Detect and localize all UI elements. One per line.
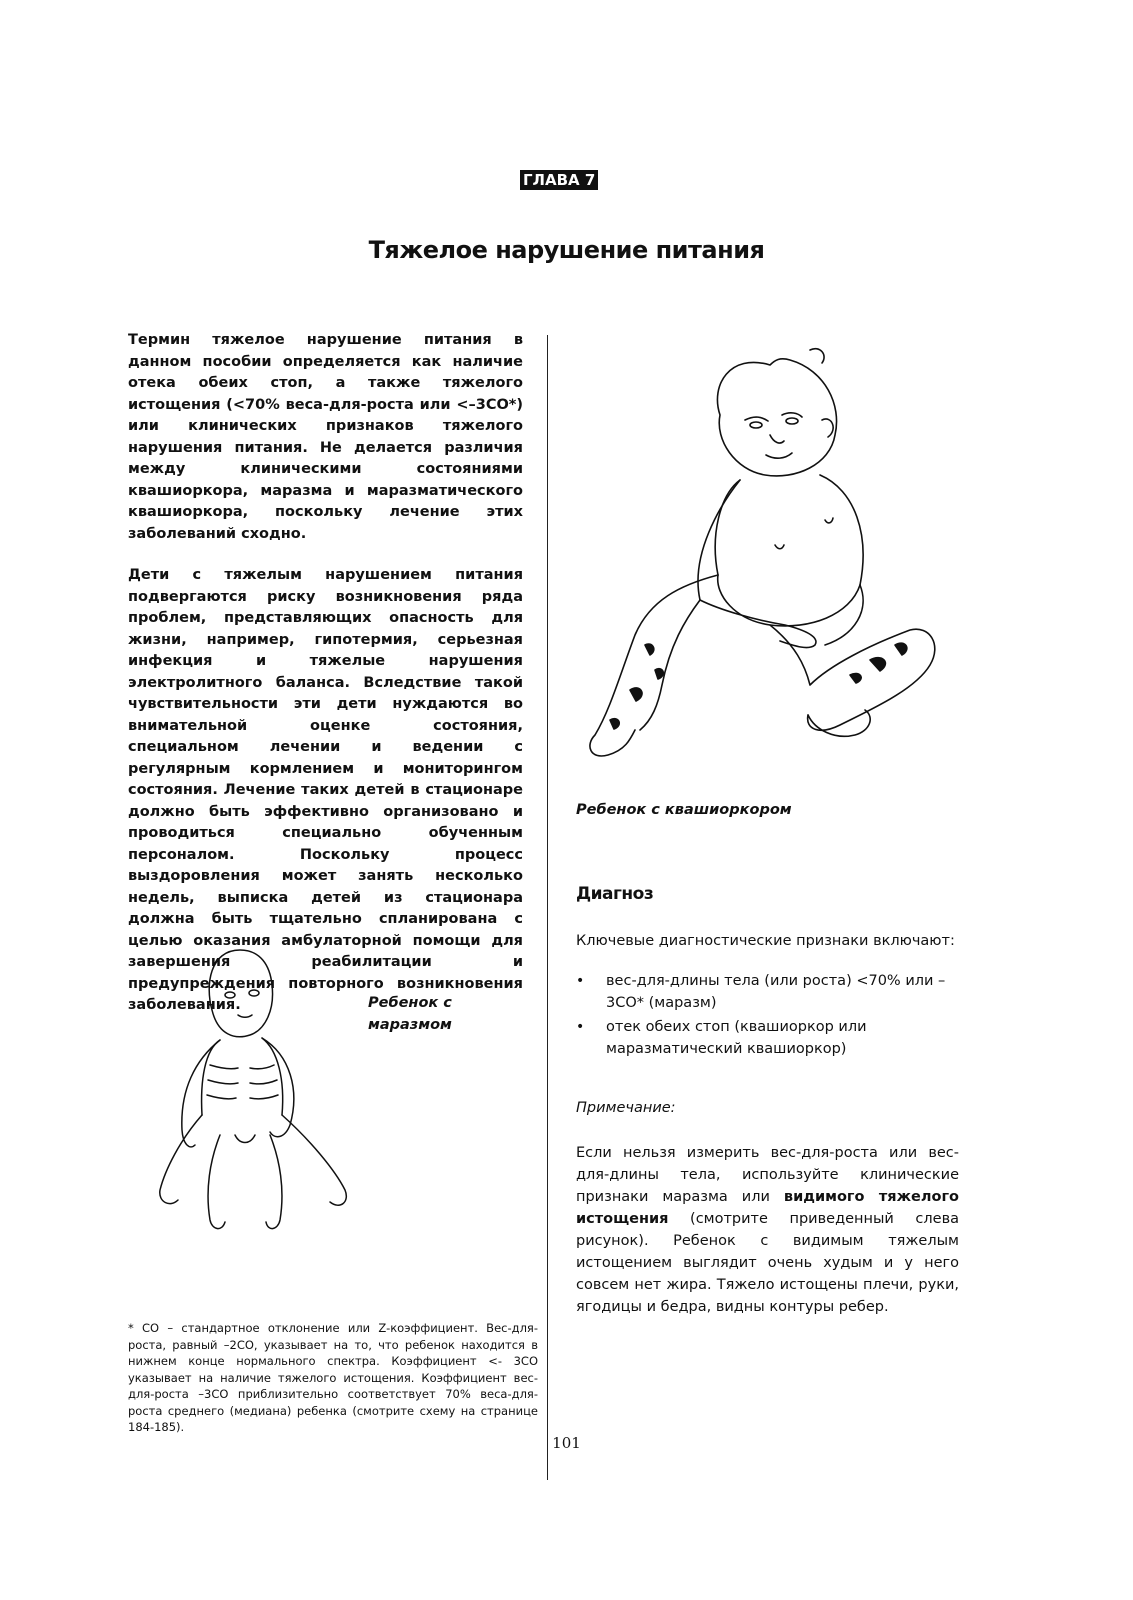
kwashiorkor-caption: Ребенок с квашиоркором (576, 802, 792, 818)
column-divider (547, 335, 548, 1480)
kwashiorkor-child-illustration (570, 345, 950, 775)
page-number: 101 (552, 1434, 581, 1452)
page-title: Тяжелое нарушение питания (368, 236, 765, 264)
list-item: • вес-для-длины тела (или роста) <70% или –3СО* (маразм) (576, 970, 961, 1014)
diagnosis-intro: Ключевые диагностические признаки включают: (576, 933, 955, 949)
note-text-end: (смотрите приведенный слева рисунок). Ребенок с видимым тяжелым истощением выглядит очень худым и у него совсем нет жира. Тяжело истощены плечи, руки, ягодицы и бедра, видны контуры ребер. (576, 1211, 959, 1315)
diagnosis-bullet-list (576, 970, 961, 1062)
risk-paragraph: Дети с тяжелым нарушением питания подвергаются риску возникновения ряда проблем, представляющих опасность для жизни, например, гипотермия, серьезная инфекция и тяжелые нарушения электролитного баланса. Вследствие такой чувствительности эти дети нуждаются во внимательной оценке состояния, специальном лечении и ведении с регулярным кормлением и мониторингом состояния. Лечение таких детей в стационаре должно быть эффективно организовано и проводиться специально обученным персоналом. Поскольку процесс выздоровления может занять несколько недель, выписка детей из стационара должна быть тщательно спланирована с целью оказания амбулаторной помощи для завершения реабилитации и предупреждения повторного возникновения заболевания. (128, 567, 523, 1013)
left-column (128, 330, 523, 1017)
note-paragraph (576, 1142, 959, 1318)
note-bold-text: видимого тяжелого истощения (576, 1189, 959, 1227)
note-text-start: Если нельзя измерить вес-для-роста или вес-для-длины тела, используйте клинические признаки маразма или (576, 1145, 959, 1205)
footnote: * СО – стандартное отклонение или Z-коэффициент. Вес-для-роста, равный –2СО, указывает на то, что ребенок находится в нижнем конце нормального спектра. Коэффициент <- 3СО указывает на наличие тяжелого истощения. Коэффициент вес-для-роста –3СО приблизительно соответствует 70% веса-для-роста среднего (медиана) ребенка (смотрите схему на странице 184-185). (128, 1321, 538, 1434)
diagnosis-heading: Диагноз (576, 884, 654, 904)
list-item: • отек обеих стоп (квашиоркор или маразматический квашиоркор) (576, 1016, 961, 1060)
note-label: Примечание: (576, 1100, 676, 1116)
marasmus-caption: Ребенок с маразмом (368, 995, 452, 1033)
intro-paragraph: Термин тяжелое нарушение питания в данном пособии определяется как наличие отека обеих стоп, а также тяжелого истощения (<70% веса-для-роста или <–3СО*) или клинических признаков тяжелого нарушения питания. Не делается различия между клиническими состояниями квашиоркора, маразма и маразматического квашиоркора, поскольку лечение этих заболеваний сходно. (128, 332, 523, 542)
chapter-label: ГЛАВА 7 (520, 170, 598, 190)
marasmus-child-illustration (150, 940, 360, 1250)
